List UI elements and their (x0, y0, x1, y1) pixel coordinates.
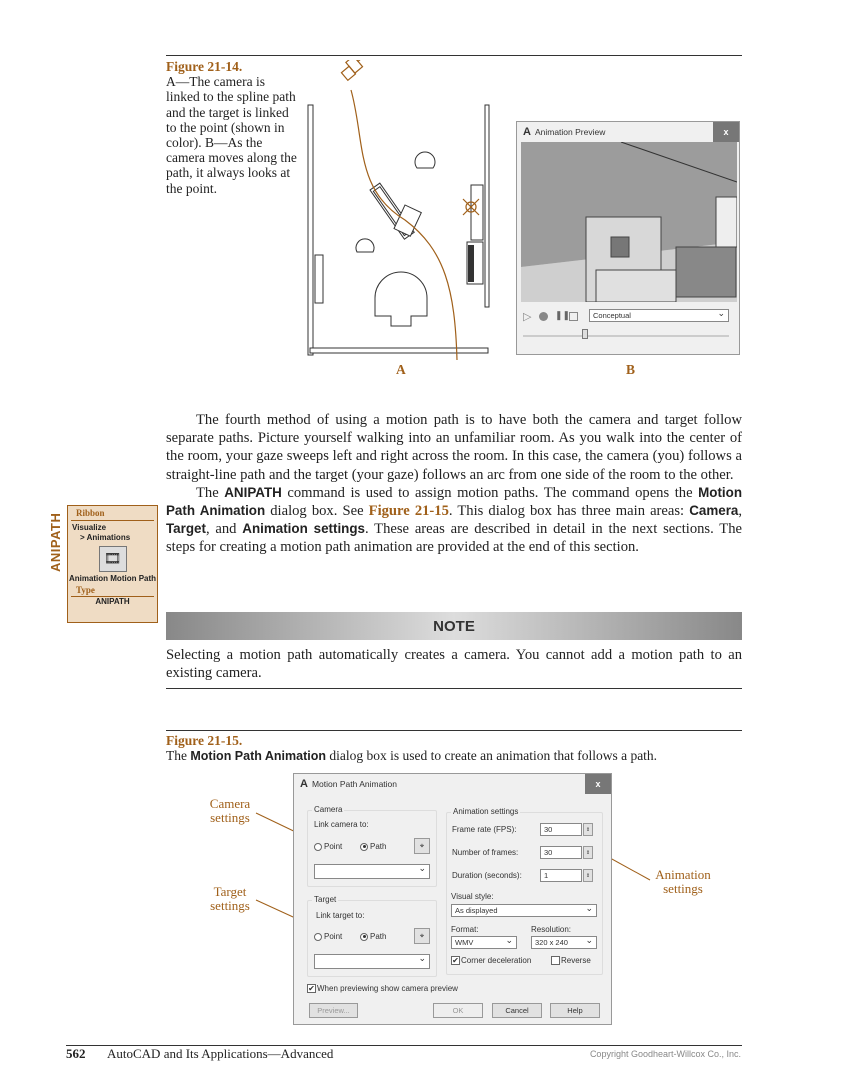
visual-style-select[interactable]: As displayed ⌄ (451, 904, 597, 917)
preview-slider[interactable] (523, 335, 729, 337)
label-a: A (396, 362, 406, 377)
preview-viewport (521, 142, 737, 302)
type-heading: Type (71, 584, 154, 597)
ok-button[interactable]: OK (433, 1003, 483, 1018)
corner-deceleration-checkbox[interactable]: ✔ Corner deceleration (452, 956, 532, 966)
figure-title: Figure 21-14. (166, 59, 243, 74)
cancel-button[interactable]: Cancel (492, 1003, 542, 1018)
preview-button[interactable]: Preview... (309, 1003, 358, 1018)
ribbon-heading: Ribbon (71, 506, 154, 521)
camera-pick-button[interactable]: ⌖ (414, 838, 430, 854)
camera-path-radio[interactable]: Path (360, 842, 386, 851)
paragraph-2: The ANIPATH command is used to assign motion paths. The command opens the Motion Path Animation dialog box. See Figure 21-15. This dialog box has three main areas: Camera, Target, and Animation settings. These areas are described in detail in the next sections. The steps for creating a motion path animation are provided at the end of this section. (166, 484, 743, 556)
film-strip-icon: 🎞 (99, 546, 127, 572)
sidebar-vertical-label: ANIPATH (48, 512, 63, 572)
callout-animation: Animation settings (655, 867, 711, 896)
page-number: 562 (66, 1046, 86, 1061)
frame-rate-label: Frame rate (FPS): (452, 825, 517, 834)
figure-title: Figure 21-15. (166, 733, 243, 748)
note-rule (166, 688, 742, 689)
floor-plan-drawing (305, 60, 495, 360)
help-button[interactable]: Help (550, 1003, 600, 1018)
autocad-logo-icon: A (300, 778, 308, 790)
top-rule (166, 55, 742, 56)
dialog-titlebar (294, 774, 611, 794)
show-camera-preview-checkbox[interactable]: ✔ When previewing show camera preview (308, 984, 458, 994)
label-b: B (626, 362, 636, 377)
figure-21-15-rule (166, 730, 742, 731)
type-command: ANIPATH (95, 597, 130, 606)
camera-group: Camera Link camera to: Point Path ⌖ ⌄ (307, 810, 437, 887)
frames-spinner[interactable]: ⇕ (583, 846, 593, 859)
format-select[interactable]: WMV ⌄ (451, 936, 517, 949)
preview-title: Animation Preview (534, 127, 606, 137)
camera-point-radio[interactable]: Point (314, 842, 342, 851)
note-heading: NOTE (433, 617, 475, 635)
dialog-close-button[interactable]: x (585, 774, 611, 794)
frames-label: Number of frames: (452, 848, 519, 857)
body-text (166, 411, 742, 557)
duration-label: Duration (seconds): (452, 871, 522, 880)
copyright: Copyright Goodheart-Willcox Co., Inc. (589, 1049, 741, 1059)
camera-path-select[interactable] (314, 864, 430, 879)
animation-preview-window (516, 121, 740, 355)
animation-settings-group: Animation settings Frame rate (FPS): 30 ⇕ Number of frames: 30 ⇕ Duration (seconds): 1 ⇕ Visual style: As displayed ⌄ Format: WMV ⌄ Resolution: 320 x 240 ⌄ ✔ Corner deceleration Reverse (446, 812, 603, 975)
duration-input[interactable]: 1 (540, 869, 582, 882)
format-label: Format: (451, 925, 479, 934)
reverse-checkbox[interactable]: Reverse (551, 956, 591, 965)
target-point-radio[interactable]: Point (314, 932, 342, 941)
resolution-select[interactable]: 320 x 240 ⌄ (531, 936, 597, 949)
figure-21-14-caption (166, 59, 301, 196)
play-icon[interactable]: ▷ (523, 311, 532, 323)
frame-rate-input[interactable]: 30 (540, 823, 582, 836)
paragraph-1: The fourth method of using a motion path is to have both the camera and target follow separate paths. Picture yourself walking into an unfamiliar room. As you walk into the center of the room, your gaze sweeps left and right across the room. In this case, the camera (you) follows a straight-line path and the target (your gaze) follows an arc from one side of the room to the other. (166, 412, 742, 483)
frame-rate-spinner[interactable]: ⇕ (583, 823, 593, 836)
dialog-title: Motion Path Animation (311, 779, 398, 789)
ribbon-button-label: Animation Motion Path (68, 574, 157, 583)
note-banner (166, 612, 742, 640)
target-path-select[interactable] (314, 954, 430, 969)
preview-controls (517, 302, 739, 352)
target-pick-button[interactable]: ⌖ (414, 928, 430, 944)
note-text: Selecting a motion path automatically creates a camera. You cannot add a motion path to an existing camera. (166, 647, 742, 682)
preview-close-button[interactable]: x (713, 122, 739, 142)
autocad-logo-icon: A (523, 126, 531, 138)
figure-link[interactable]: Figure 21-15 (368, 503, 449, 520)
ribbon-tab: Visualize (72, 523, 107, 532)
motion-path-animation-dialog (293, 773, 612, 1025)
command-sidebar (67, 505, 158, 623)
figure-caption-text: A—The camera is linked to the spline path and the target is linked to the point (shown in color). B—As the camera moves along the path, it always looks at the point. (166, 74, 297, 196)
duration-spinner[interactable]: ⇕ (583, 869, 593, 882)
target-path-radio[interactable]: Path (360, 932, 386, 941)
callout-camera: Camera settings (209, 796, 251, 825)
resolution-label: Resolution: (531, 925, 572, 934)
frames-input[interactable]: 30 (540, 846, 582, 859)
target-group: Target Link target to: Point Path ⌖ ⌄ (307, 900, 437, 977)
book-title: AutoCAD and Its Applications—Advanced (107, 1046, 334, 1061)
link-target-label: Link target to: (316, 911, 365, 920)
figure-21-15-caption: Figure 21-15. The Motion Path Animation dialog box is used to create an animation that follows a path. (166, 733, 742, 764)
callout-target: Target settings (210, 884, 250, 913)
visual-style-label: Visual style: (451, 892, 494, 901)
link-camera-label: Link camera to: (314, 820, 369, 829)
preview-titlebar (517, 122, 739, 142)
window-icon[interactable] (569, 312, 578, 321)
record-icon[interactable] (539, 312, 548, 321)
visual-style-select[interactable]: Conceptual ⌄ (589, 309, 729, 322)
pause-icon[interactable]: ❚❚ (555, 310, 571, 320)
ribbon-panel: > Animations (80, 533, 131, 542)
slider-thumb[interactable] (582, 329, 588, 339)
